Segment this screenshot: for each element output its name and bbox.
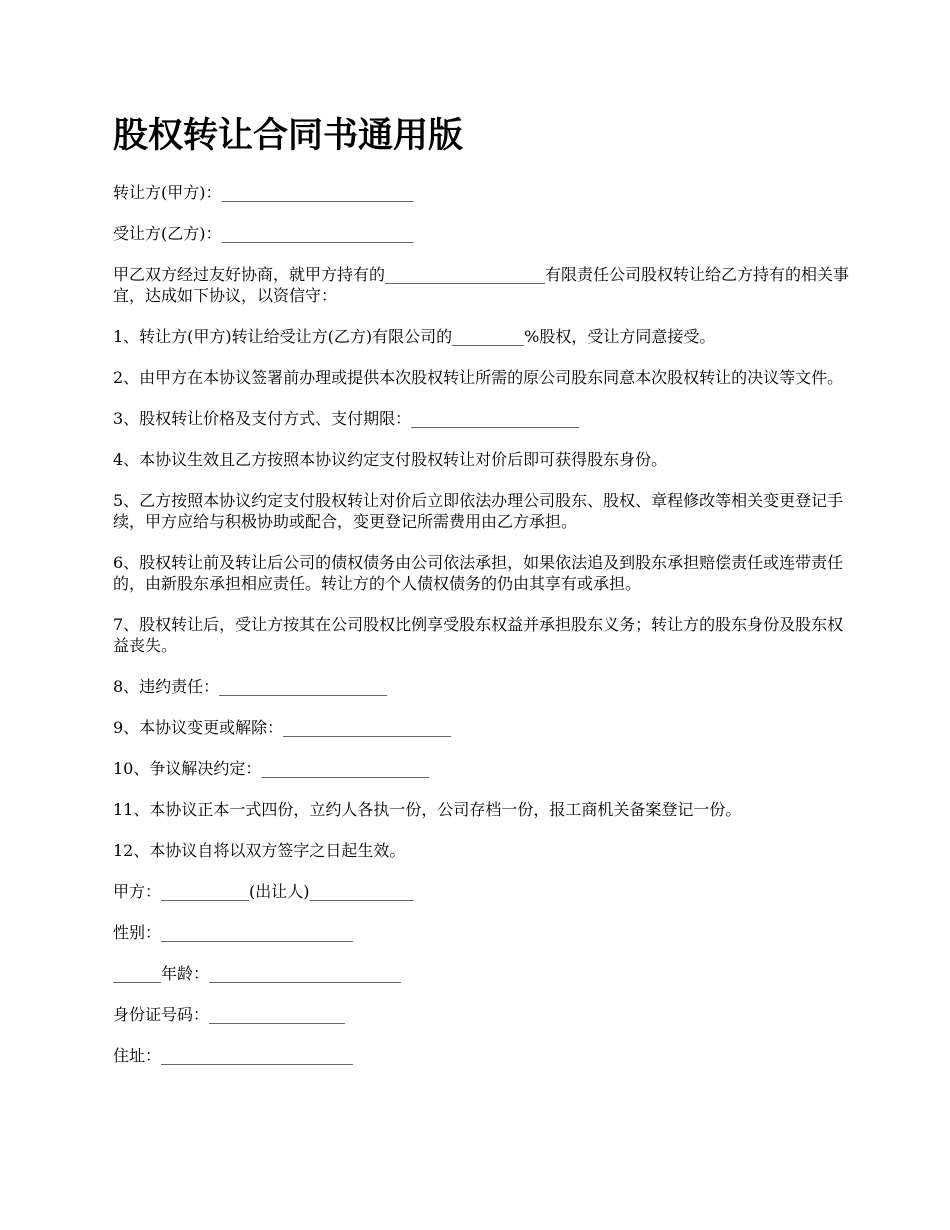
party-a-signature-line: 甲方：___________(出让人)_____________ [113, 882, 414, 901]
clause-6: 6、股权转让前及转让后公司的债权债务由公司依法承担，如果依法追及到股东承担赔偿责任或连带责任的，由新股东承担相应责任。转让方的个人债权债务的仍由其享有或承担。 [113, 553, 844, 593]
clause-2: 2、由甲方在本协议签署前办理或提供本次股权转让所需的原公司股东同意本次股权转让的决议等文件。 [113, 368, 844, 387]
clause-8: 8、违约责任：_____________________ [113, 677, 388, 696]
clause-4: 4、本协议生效且乙方按照本协议约定支付股权转让对价后即可获得股东身份。 [113, 450, 668, 469]
clause-1: 1、转让方(甲方)转让给受让方(乙方)有限公司的_________%股权，受让方同意接受。 [113, 327, 716, 346]
address-line: 住址：________________________ [113, 1046, 354, 1065]
preamble-paragraph: 甲乙双方经过友好协商，就甲方持有的____________________有限责任公司股权转让给乙方持有的相关事宜，达成如下协议，以资信守： [113, 265, 850, 305]
document-title: 股权转让合同书通用版 [113, 115, 464, 156]
clause-9: 9、本协议变更或解除：_____________________ [113, 718, 452, 737]
clause-5: 5、乙方按照本协议约定支付股权转让对价后立即依法办理公司股东、股权、章程修改等相关变更登记手续，甲方应给与积极协助或配合，变更登记所需费用由乙方承担。 [113, 491, 844, 531]
clause-12: 12、本协议自将以双方签字之日起生效。 [113, 841, 406, 860]
age-line: ______年龄：________________________ [113, 964, 402, 983]
clause-7: 7、股权转让后，受让方按其在公司股权比例享受股东权益并承担股东义务；转让方的股东身份及股东权益丧失。 [113, 615, 844, 655]
transferee-party-line: 受让方(乙方)：________________________ [113, 224, 414, 243]
id-number-line: 身份证号码：_________________ [113, 1005, 346, 1024]
transferor-party-line: 转让方(甲方)：________________________ [113, 183, 414, 202]
clause-3: 3、股权转让价格及支付方式、支付期限：_____________________ [113, 409, 580, 428]
gender-line: 性别：________________________ [113, 923, 354, 942]
clause-11: 11、本协议正本一式四份，立约人各执一份，公司存档一份，报工商机关备案登记一份。 [113, 800, 742, 819]
clause-10: 10、争议解决约定：_____________________ [113, 759, 430, 778]
